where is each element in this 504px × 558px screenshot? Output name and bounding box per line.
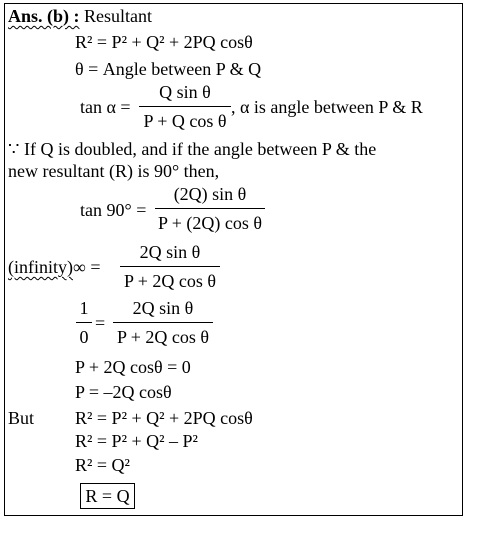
infinity-word: (infinity)	[8, 257, 73, 277]
tan-alpha-fraction	[139, 82, 231, 134]
condition-line-1: ∵ If Q is doubled, and if the angle between P & the	[8, 139, 377, 159]
infinity-numerator: 2Q sin θ	[139, 242, 201, 262]
tan-alpha-lhs: tan α =	[80, 97, 131, 117]
tan90-numerator: (2Q) sin θ	[173, 184, 247, 204]
infinity-symbol: ∞ =	[73, 257, 101, 277]
fraction-bar	[120, 266, 220, 267]
equation-p-value: P = –2Q cosθ	[75, 382, 172, 402]
equation-substituted: R² = P² + Q² – P²	[75, 431, 198, 451]
ratio-numerator: 2Q sin θ	[132, 298, 194, 318]
equation-resultant: R² = P² + Q² + 2PQ cosθ	[75, 32, 253, 52]
infinity-fraction	[120, 242, 220, 294]
zero-denominator: 0	[79, 327, 89, 347]
equals-sign: =	[95, 313, 106, 333]
equation-resultant-again: R² = P² + Q² + 2PQ cosθ	[75, 408, 253, 428]
fraction-bar	[155, 208, 265, 209]
infinity-denominator: P + 2Q cos θ	[123, 271, 217, 291]
but-label: But	[8, 408, 35, 428]
fraction-bar	[139, 106, 231, 107]
infinity-lhs	[8, 257, 100, 277]
fraction-bar	[76, 322, 92, 323]
theta-definition: θ = Angle between P & Q	[75, 59, 262, 79]
tan90-fraction	[155, 184, 265, 236]
tan-alpha-denominator: P + Q cos θ	[143, 111, 227, 131]
condition-line-2: new resultant (R) is 90° then,	[8, 161, 220, 181]
final-answer-box	[80, 483, 135, 509]
equation-simplified: R² = Q²	[75, 455, 130, 475]
answer-label: Ans. (b) :	[8, 6, 80, 26]
equation-cos-zero: P + 2Q cosθ = 0	[75, 357, 191, 377]
one-over-zero	[76, 298, 92, 350]
ratio-denominator: P + 2Q cos θ	[116, 327, 210, 347]
final-answer: R = Q	[85, 486, 130, 506]
tan-alpha-note: , α is angle between P & R	[231, 97, 423, 117]
answer-title: Resultant	[84, 6, 153, 26]
ratio-fraction	[113, 298, 213, 350]
tan90-lhs: tan 90° =	[80, 200, 147, 220]
one-numerator: 1	[79, 298, 89, 318]
tan-alpha-numerator: Q sin θ	[159, 82, 211, 102]
tan90-denominator: P + (2Q) cos θ	[157, 213, 263, 233]
answer-header	[8, 6, 152, 26]
fraction-bar	[113, 322, 213, 323]
